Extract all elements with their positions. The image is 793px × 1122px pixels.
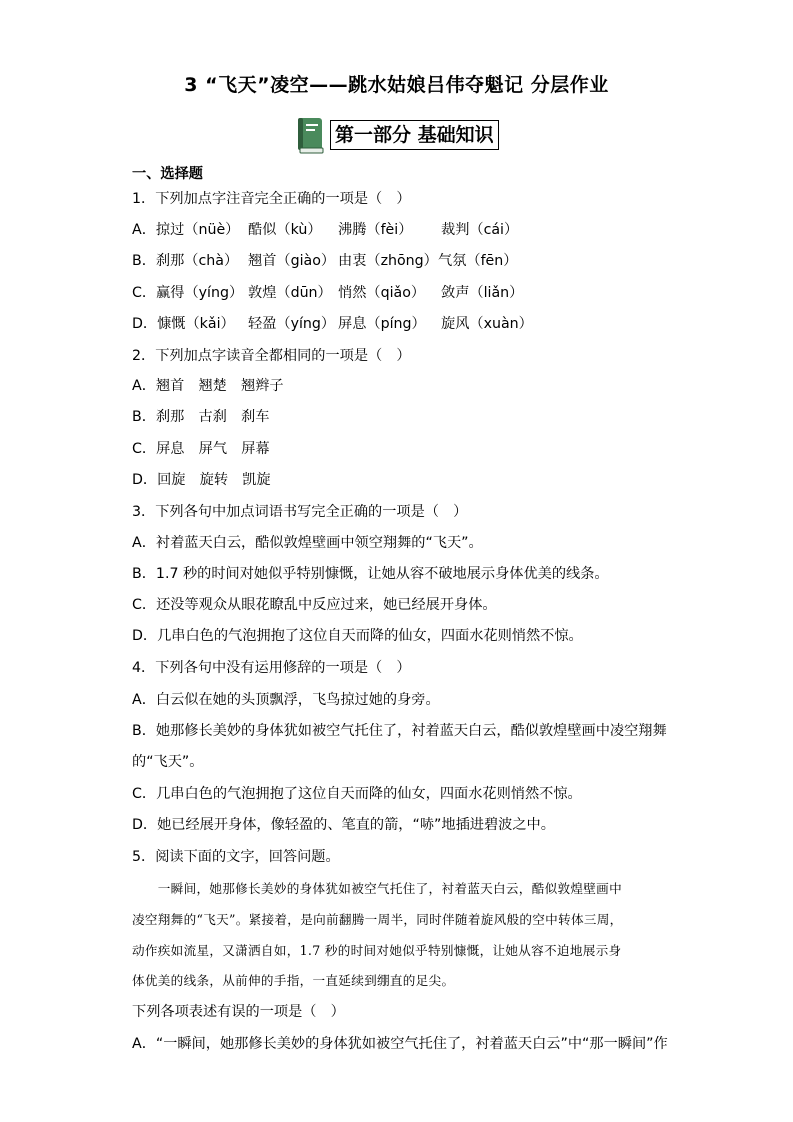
q1-c-4: 敛声（liǎn） xyxy=(441,285,524,301)
question-3-option-a: A．衬着蓝天白云，酷似敦煌壁画中领空翔舞的“飞天”。 xyxy=(132,535,483,551)
passage-line-3: 动作疾如流星，又潇洒自如，1.7 秒的时间对她似乎特别慷慨，让她从容不迫地展示身 xyxy=(132,943,622,958)
q1-b-2: 翘首（giào） xyxy=(248,253,336,269)
question-1-stem: 1．下列加点字注音完全正确的一项是（ ） xyxy=(132,191,411,207)
q1-a-4: 裁判（cái） xyxy=(441,222,519,238)
question-5-sub-stem: 下列各项表述有误的一项是（ ） xyxy=(132,1004,345,1020)
question-1-option-b xyxy=(132,251,517,271)
book-icon xyxy=(296,115,326,155)
question-2-stem: 2．下列加点字读音全都相同的一项是（ ） xyxy=(132,348,411,364)
question-5-option-a: A．“一瞬间，她那修长美妙的身体犹如被空气托住了，衬着蓝天白云”中“那一瞬间”作 xyxy=(132,1036,668,1052)
question-3-stem: 3．下列各句中加点词语书写完全正确的一项是（ ） xyxy=(132,504,468,520)
question-2-option-a: A．翘首 翘楚 翘辫子 xyxy=(132,378,284,394)
question-4-stem: 4．下列各句中没有运用修辞的一项是（ ） xyxy=(132,660,411,676)
question-1-option-d xyxy=(132,314,533,334)
q1-d-2: 轻盈（yíng） xyxy=(248,316,336,332)
question-2-option-c: C．屏息 屏气 屏幕 xyxy=(132,441,270,457)
question-3-option-c: C．还没等观众从眼花瞭乱中反应过来，她已经展开身体。 xyxy=(132,597,497,613)
section-heading: 一、选择题 xyxy=(132,166,203,182)
question-4-option-d: D．她已经展开身体，像轻盈的、笔直的箭，“哧”地插进碧波之中。 xyxy=(132,817,555,833)
q1-c-1: C．赢得（yíng） xyxy=(132,285,244,301)
q1-d-3: 屏息（píng） xyxy=(338,316,426,332)
question-2-option-d: D．回旋 旋转 凯旋 xyxy=(132,472,271,488)
question-1-option-a xyxy=(132,220,518,240)
passage-line-4: 体优美的线条，从前伸的手指，一直延续到绷直的足尖。 xyxy=(132,973,455,988)
question-4-option-a: A．白云似在她的头顶飘浮，飞鸟掠过她的身旁。 xyxy=(132,692,440,708)
question-1-option-c xyxy=(132,283,523,303)
q1-b-4: 气氛（fēn） xyxy=(438,253,518,269)
q1-a-1: A．掠过（nüè） xyxy=(132,222,240,238)
question-3-option-d: D．几串白色的气泡拥抱了这位自天而降的仙女，四面水花则悄然不惊。 xyxy=(132,628,583,644)
question-4-option-c: C．几串白色的气泡拥抱了这位自天而降的仙女，四面水花则悄然不惊。 xyxy=(132,786,582,802)
question-4-option-b-line1: B．她那修长美妙的身体犹如被空气托住了，衬着蓝天白云，酷似敦煌壁画中凌空翔舞 xyxy=(132,723,667,739)
q1-d-4: 旋风（xuàn） xyxy=(441,316,533,332)
question-3-option-b: B．1.7 秒的时间对她似乎特别慷慨，让她从容不破地展示身体优美的线条。 xyxy=(132,566,609,582)
question-4-option-b-line2: 的“飞天”。 xyxy=(132,754,204,770)
question-2-option-b: B．刹那 古刹 刹车 xyxy=(132,409,270,425)
q1-c-2: 敦煌（dūn） xyxy=(248,285,332,301)
q1-a-3: 沸腾（fèi） xyxy=(338,222,413,238)
passage-line-2: 凌空翔舞的“飞天”。紧接着，是向前翻腾一周半，同时伴随着旋风般的空中转体三周， xyxy=(132,912,623,927)
banner-label: 第一部分 基础知识 xyxy=(330,120,499,150)
q1-b-3: 由衷（zhōng） xyxy=(338,253,438,269)
q1-d-1: D．慷慨（kǎi） xyxy=(132,316,235,332)
section-banner xyxy=(296,115,499,155)
q1-b-1: B．刹那（chà） xyxy=(132,253,239,269)
q1-c-3: 悄然（qiǎo） xyxy=(338,285,426,301)
question-5-stem: 5．阅读下面的文字，回答问题。 xyxy=(132,849,340,865)
q1-a-2: 酷似（kù） xyxy=(248,222,322,238)
page-title: 3 “飞天”凌空——跳水姑娘吕伟夺魁记 分层作业 xyxy=(184,74,609,96)
passage-line-1: 一瞬间，她那修长美妙的身体犹如被空气托住了，衬着蓝天白云，酷似敦煌壁画中 xyxy=(132,881,622,896)
